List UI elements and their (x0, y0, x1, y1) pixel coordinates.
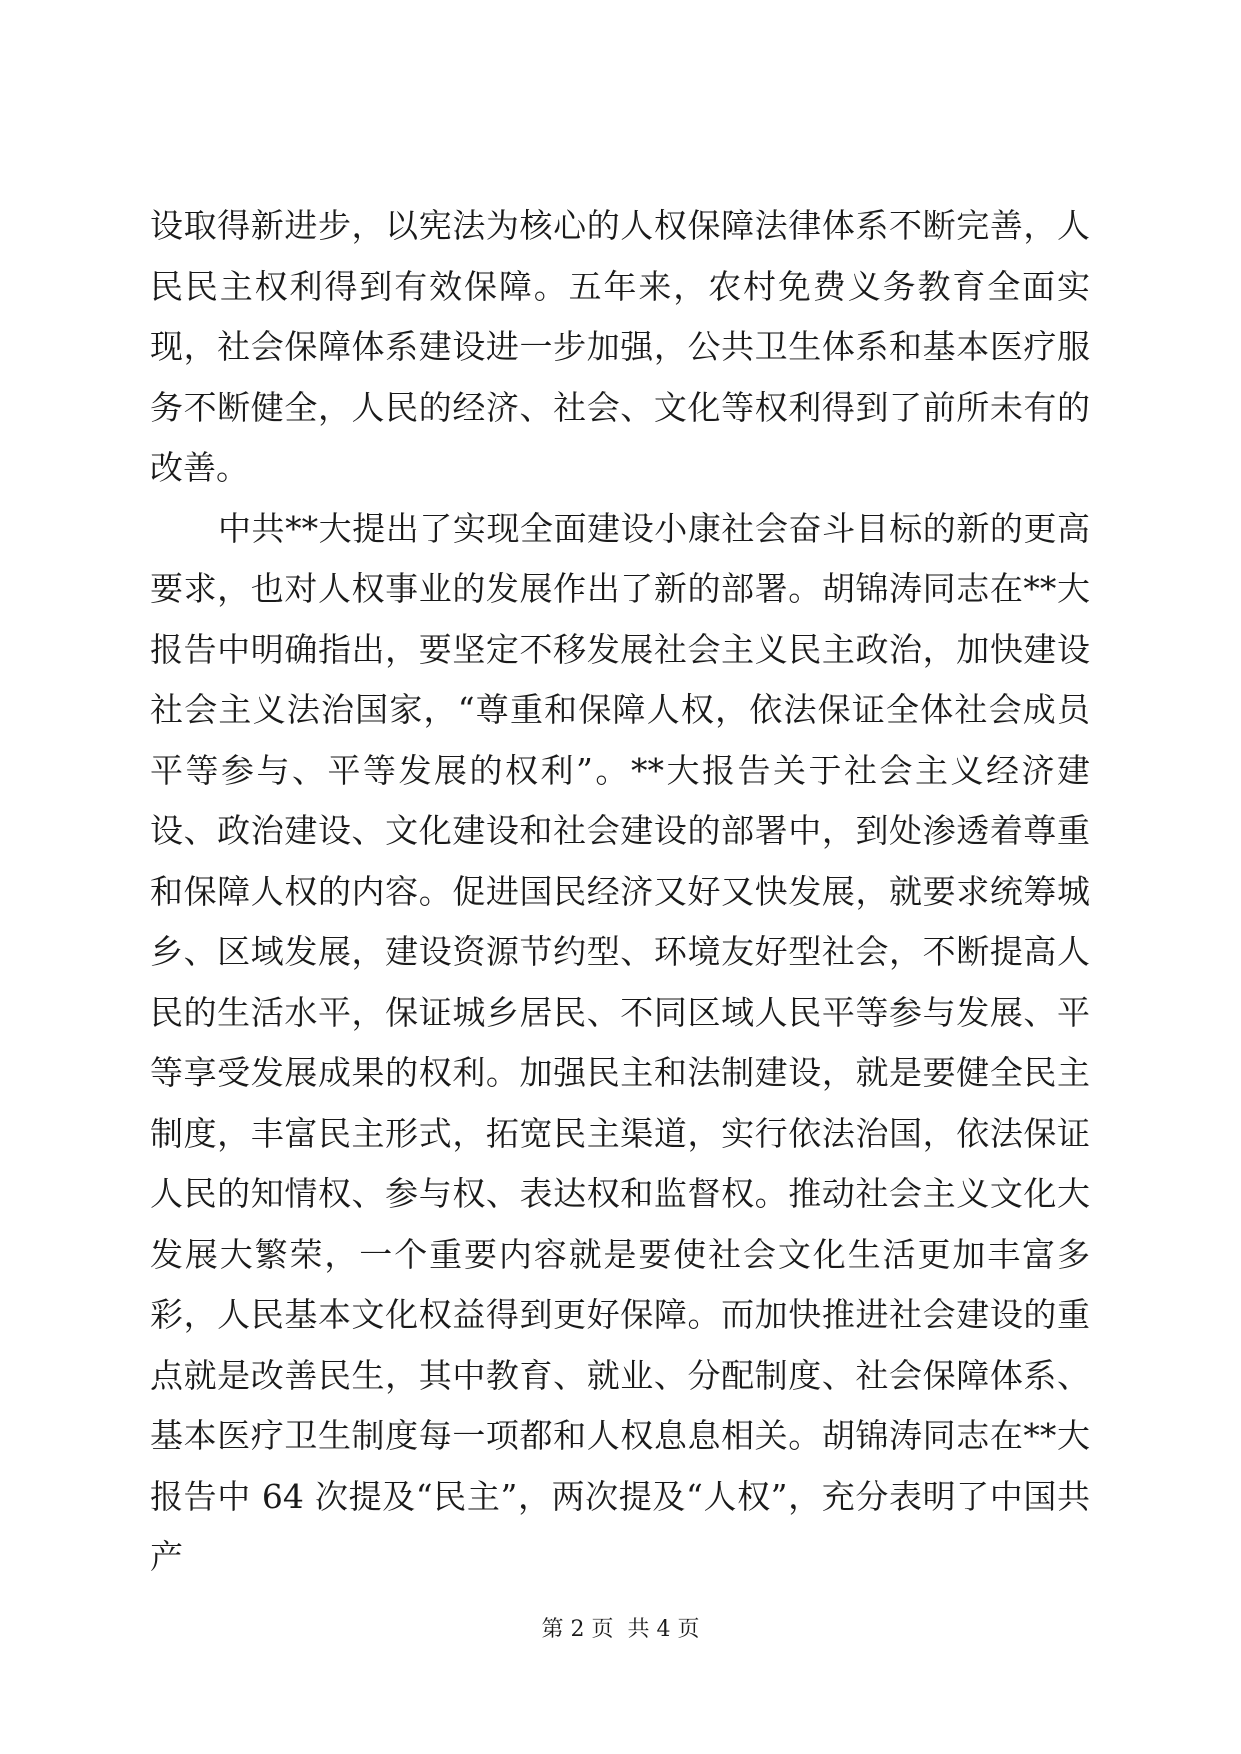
paragraph-continuation: 设取得新进步，以宪法为核心的人权保障法律体系不断完善，人民民主权利得到有效保障。五年来，农村免费义务教育全面实现，社会保障体系建设进一步加强，公共卫生体系和基本医疗服务不断健全，人民的经济、社会、文化等权利得到了前所未有的改善。 (150, 206, 1090, 487)
page-number-label: 第 2 页 共 4 页 (541, 1617, 700, 1642)
document-body (150, 196, 1090, 1588)
paragraph-main: 中共**大提出了实现全面建设小康社会奋斗目标的新的更高要求，也对人权事业的发展作出了新的部署。胡锦涛同志在**大报告中明确指出，要坚定不移发展社会主义民主政治，加快建设社会主义法治国家，“尊重和保障人权，依法保证全体社会成员平等参与、平等发展的权利”。**大报告关于社会主义经济建设、政治建设、文化建设和社会建设的部署中，到处渗透着尊重和保障人权的内容。促进国民经济又好又快发展，就要求统筹城乡、区域发展，建设资源节约型、环境友好型社会，不断提高人民的生活水平，保证城乡居民、不同区域人民平等参与发展、平等享受发展成果的权利。加强民主和法制建设，就是要健全民主制度，丰富民主形式，拓宽民主渠道，实行依法治国，依法保证人民的知情权、参与权、表达权和监督权。推动社会主义文化大发展大繁荣，一个重要内容就是要使社会文化生活更加丰富多彩，人民基本文化权益得到更好保障。而加快推进社会建设的重点就是改善民生，其中教育、就业、分配制度、社会保障体系、基本医疗卫生制度每一项都和人权息息相关。胡锦涛同志在**大报告中 64 次提及“民主”，两次提及“人权”，充分表明了中国共产 (150, 508, 1091, 1576)
page-footer (0, 1615, 1241, 1645)
